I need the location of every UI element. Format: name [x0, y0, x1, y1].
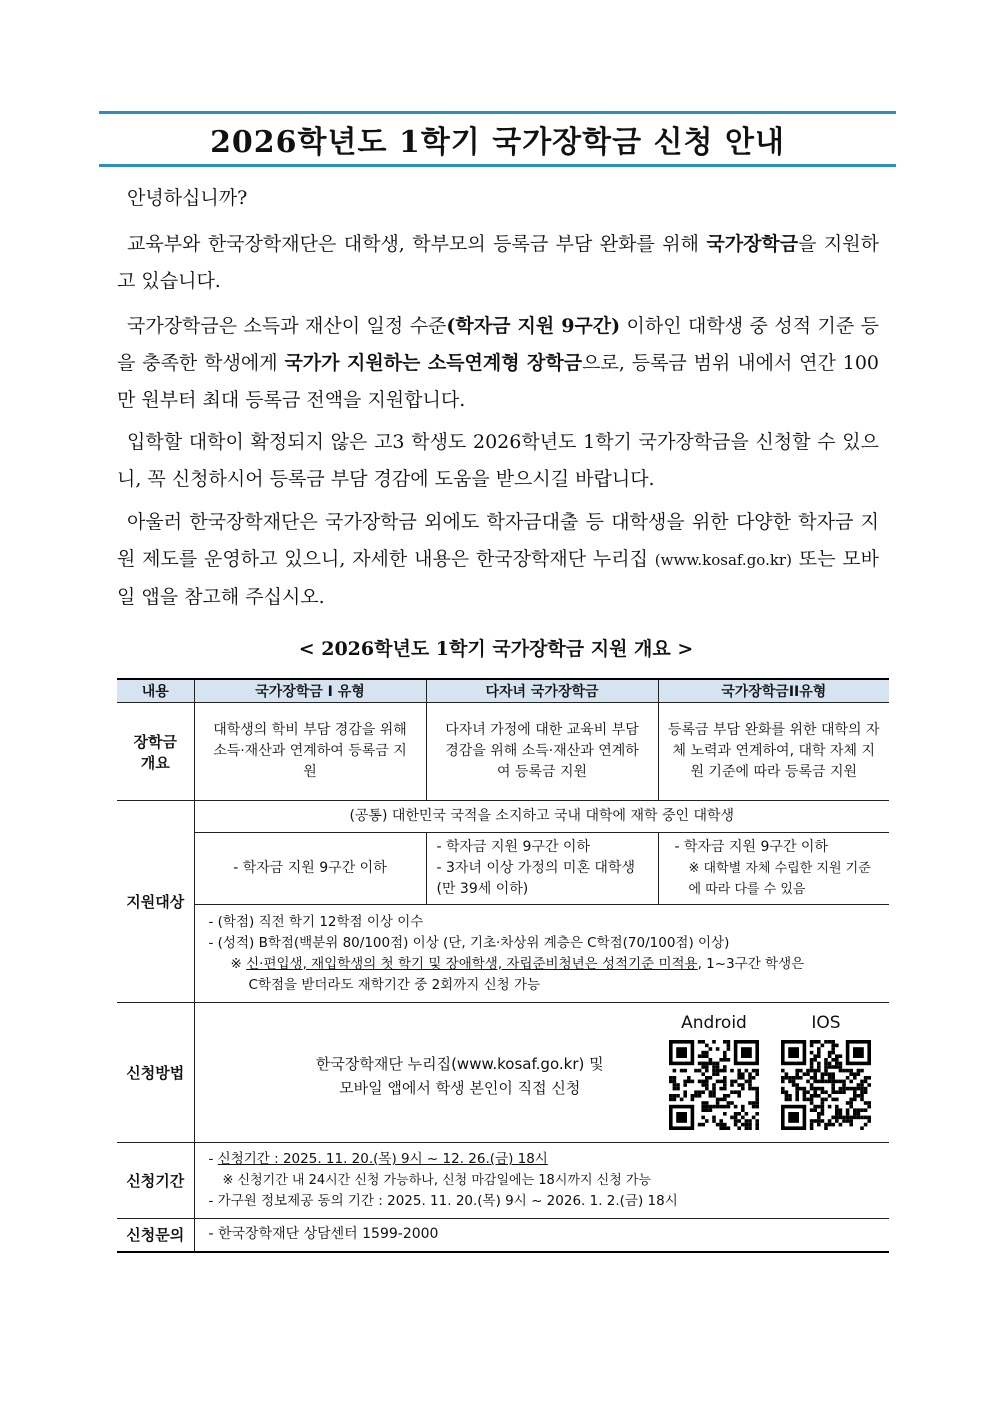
row-label: 신청문의: [117, 1219, 194, 1252]
header-cell: 내용: [117, 679, 194, 703]
ios-qr-block: [779, 1012, 873, 1134]
method-cell: [194, 1003, 889, 1143]
para2-bold-1: (학자금 지원 9구간): [446, 315, 621, 337]
target-type2-note: ※ 대학별 자체 수립한 지원 기준에 따라 다를 수 있음: [688, 861, 871, 897]
paragraph-2: [117, 308, 879, 419]
para2-text-c: 이하인 대학생 중 성적 기준 등을 충족한 학생에게: [117, 315, 879, 374]
target-grade: [194, 905, 889, 1003]
target-criteria-row: [117, 833, 889, 905]
para4-text-a: 아울러 한국장학재단은 국가장학금 외에도 학자금대출 등 대학생을 위한 다양한 학자금 지원 제도를 운영하고 있으니, 자세한 내용은 한국장학재단 누리집: [117, 511, 879, 570]
page-title: 2026학년도 1학기 국가장학금 신청 안내: [210, 125, 785, 160]
para2-text-a: 국가장학금은 소득과 재산이 일정 수준: [127, 315, 447, 337]
grade-note: [209, 954, 884, 975]
row-label: 신청방법: [117, 1003, 194, 1143]
para4-text-c: 또는 모바일 앱을 참고해 주십시오.: [117, 548, 880, 608]
target-common-row: [117, 801, 889, 833]
para1-bold: 국가장학금: [706, 233, 799, 255]
header-cell: 국가장학금II유형: [658, 679, 889, 703]
row-label-text: 장학금 개요: [133, 732, 177, 772]
grade-note-underlined: 신·편입생, 재입학생의 첫 학기 및 장애학생, 자립준비청년은 성적기준 미적용: [246, 955, 698, 972]
title-bar: [99, 111, 896, 167]
row-label: [117, 703, 194, 801]
target-common: (공통) 대한민국 국적을 소지하고 국내 대학에 재학 중인 대학생: [194, 801, 889, 833]
table-title: < 2026학년도 1학기 국가장학금 지원 개요 >: [298, 638, 694, 660]
note-mark: ※: [230, 955, 247, 972]
ios-qr-code-icon[interactable]: [781, 1040, 871, 1130]
period-line1: [209, 1149, 884, 1170]
target-grade-row: [117, 905, 889, 1003]
paragraph-3: 입학할 대학이 확정되지 않은 고3 학생도 2026학년도 1학기 국가장학금을 신청할 수 있으니, 꼭 신청하시어 등록금 부담 경감에 도움을 받으시길 바랍니다.: [117, 431, 879, 490]
ios-label: IOS: [811, 1012, 841, 1033]
inquiry-row: [117, 1219, 889, 1252]
para2-text-e: 으로, 등록금 범위 내에서 연간 100만 원부터 최대 등록금 전액을 지원합니다.: [117, 352, 880, 411]
credit-requirement: - (학점) 직전 학기 12학점 이상 이수: [208, 913, 424, 930]
period-bullet: -: [208, 1151, 218, 1167]
target-multichild: [426, 833, 658, 905]
target-type2: [658, 833, 889, 905]
period-row: [117, 1143, 889, 1219]
paragraph-1: [117, 226, 879, 300]
header-cell: 국가장학금 I 유형: [194, 679, 426, 703]
overview-type2: 등록금 부담 완화를 위한 대학의 자체 노력과 연계하여, 대학 자체 지원 기준에 따라 등록금 지원: [658, 703, 889, 801]
grade-requirement: - (성적) B학점(백분위 80/100점) 이상 (단, 기초·차상위 계층은 C학점(70/100점) 이상): [208, 934, 730, 951]
overview-table: [117, 678, 889, 1253]
method-text-line2: 모바일 앱에서 학생 본인이 직접 신청: [339, 1078, 581, 1097]
table-header-row: [117, 679, 889, 703]
overview-multichild: 다자녀 가정에 대한 교육비 부담 경감을 위해 소득·재산과 연계하여 등록금 지원: [426, 703, 658, 801]
kosaf-url: (www.kosaf.go.kr): [654, 551, 792, 569]
android-label: Android: [681, 1012, 747, 1033]
target-multichild-line1: - 학자금 지원 9구간 이하: [436, 839, 590, 855]
greeting: 안녕하십니까?: [127, 187, 248, 209]
para1-text-c: 을 지원하고 있습니다.: [117, 233, 879, 292]
target-multichild-line2: - 3자녀 이상 가정의 미혼 대학생(만 39세 이하): [436, 860, 635, 897]
consent-period: - 가구원 정보제공 동의 기간 : 2025. 11. 20.(목) 9시 ~ 2026. 1. 2.(금) 18시: [208, 1193, 678, 1209]
row-label: 지원대상: [117, 801, 194, 1003]
method-text: [201, 1052, 650, 1100]
period-cell: [194, 1143, 889, 1219]
android-qr-block: [667, 1012, 761, 1134]
android-qr-code-icon[interactable]: [669, 1040, 759, 1130]
period-note: ※ 신청기간 내 24시간 신청 가능하나, 신청 마감일에는 18시까지 신청 가능: [222, 1173, 651, 1188]
method-text-line1: 한국장학재단 누리집(www.kosaf.go.kr) 및: [315, 1054, 604, 1073]
overview-type1: 대학생의 학비 부담 경감을 위해 소득·재산과 연계하여 등록금 지원: [194, 703, 426, 801]
inquiry-cell: - 한국장학재단 상담센터 1599-2000: [194, 1219, 889, 1252]
period-dates: 신청기간 : 2025. 11. 20.(목) 9시 ~ 12. 26.(금) 18시: [217, 1151, 548, 1167]
row-label: 신청기간: [117, 1143, 194, 1219]
method-content: [201, 1006, 884, 1140]
grade-note-rest: , 1~3구간 학생은: [697, 955, 805, 972]
grade-note-2: C학점을 받더라도 재학기간 중 2회까지 신청 가능: [248, 976, 541, 993]
target-type2-line1: - 학자금 지원 9구간 이하: [674, 839, 828, 855]
paragraph-4: [117, 504, 879, 616]
overview-row: [117, 703, 889, 801]
header-cell: 다자녀 국가장학금: [426, 679, 658, 703]
para1-text-a: 교육부와 한국장학재단은 대학생, 학부모의 등록금 부담 완화를 위해: [127, 233, 707, 255]
method-row: [117, 1003, 889, 1143]
target-type1: - 학자금 지원 9구간 이하: [194, 833, 426, 905]
para2-bold-2: 국가가 지원하는 소득연계형 장학금: [284, 352, 583, 374]
